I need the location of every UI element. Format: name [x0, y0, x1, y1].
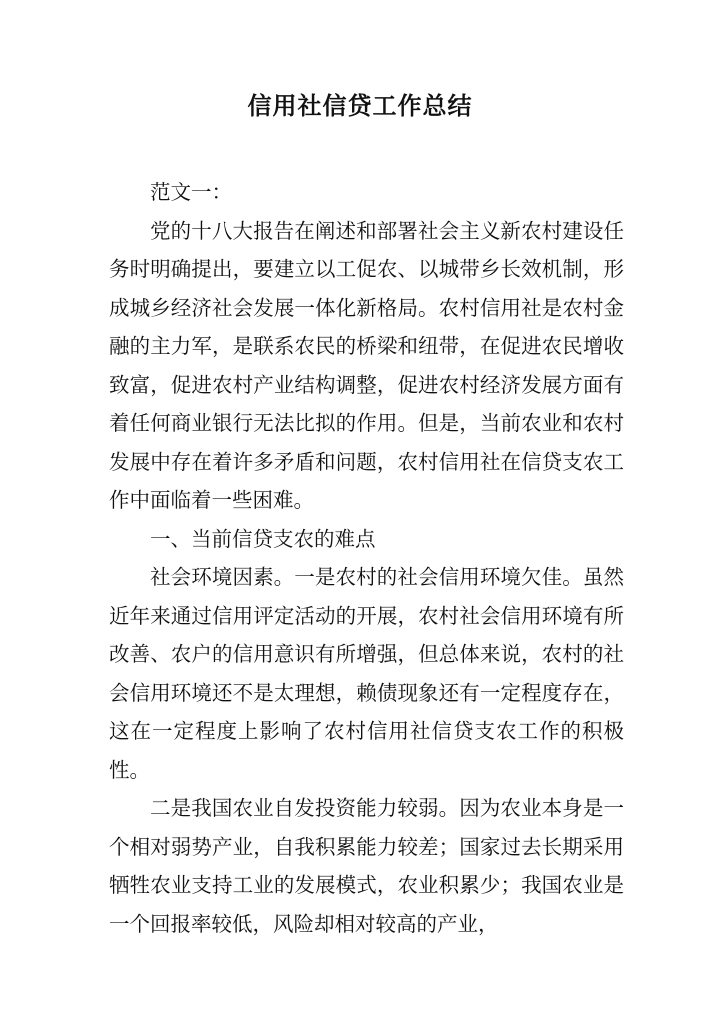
document-title: 信用社信贷工作总结 — [247, 92, 473, 120]
paragraph-social-environment: 社会环境因素。一是农村的社会信用环境欠佳。虽然近年来通过信用评定活动的开展，农村社会信用环境有所改善、农户的信用意识有所增强，但总体来说，农村的社会信用环境还不是太理想，赖债现象还有一定程度存在，这在一定程度上影响了农村信用社信贷支农工作的积极性。 — [109, 565, 624, 782]
document-body — [109, 173, 624, 943]
paragraph-investment-capacity: 二是我国农业自发投资能力较弱。因为农业本身是一个相对弱势产业，自我积累能力较差；国家过去长期采用牺牲农业支持工业的发展模式，农业积累少；我国农业是一个回报率较低，风险却相对较高的产业， — [109, 796, 624, 936]
paragraph-intro-label: 范文一： — [150, 180, 232, 204]
paragraph-background: 党的十八大报告在阐述和部署社会主义新农村建设任务时明确提出，要建立以工促农、以城带乡长效机制，形成城乡经济社会发展一体化新格局。农村信用社是农村金融的主力军，是联系农民的桥梁和纽带，在促进农民增收致富，促进农村产业结构调整，促进农村经济发展方面有着任何商业银行无法比拟的作用。但是，当前农业和农村发展中存在着许多矛盾和问题，农村信用社在信贷支农工作中面临着一些困难。 — [109, 218, 624, 512]
section-heading-difficulties: 一、当前信贷支农的难点 — [150, 526, 376, 551]
